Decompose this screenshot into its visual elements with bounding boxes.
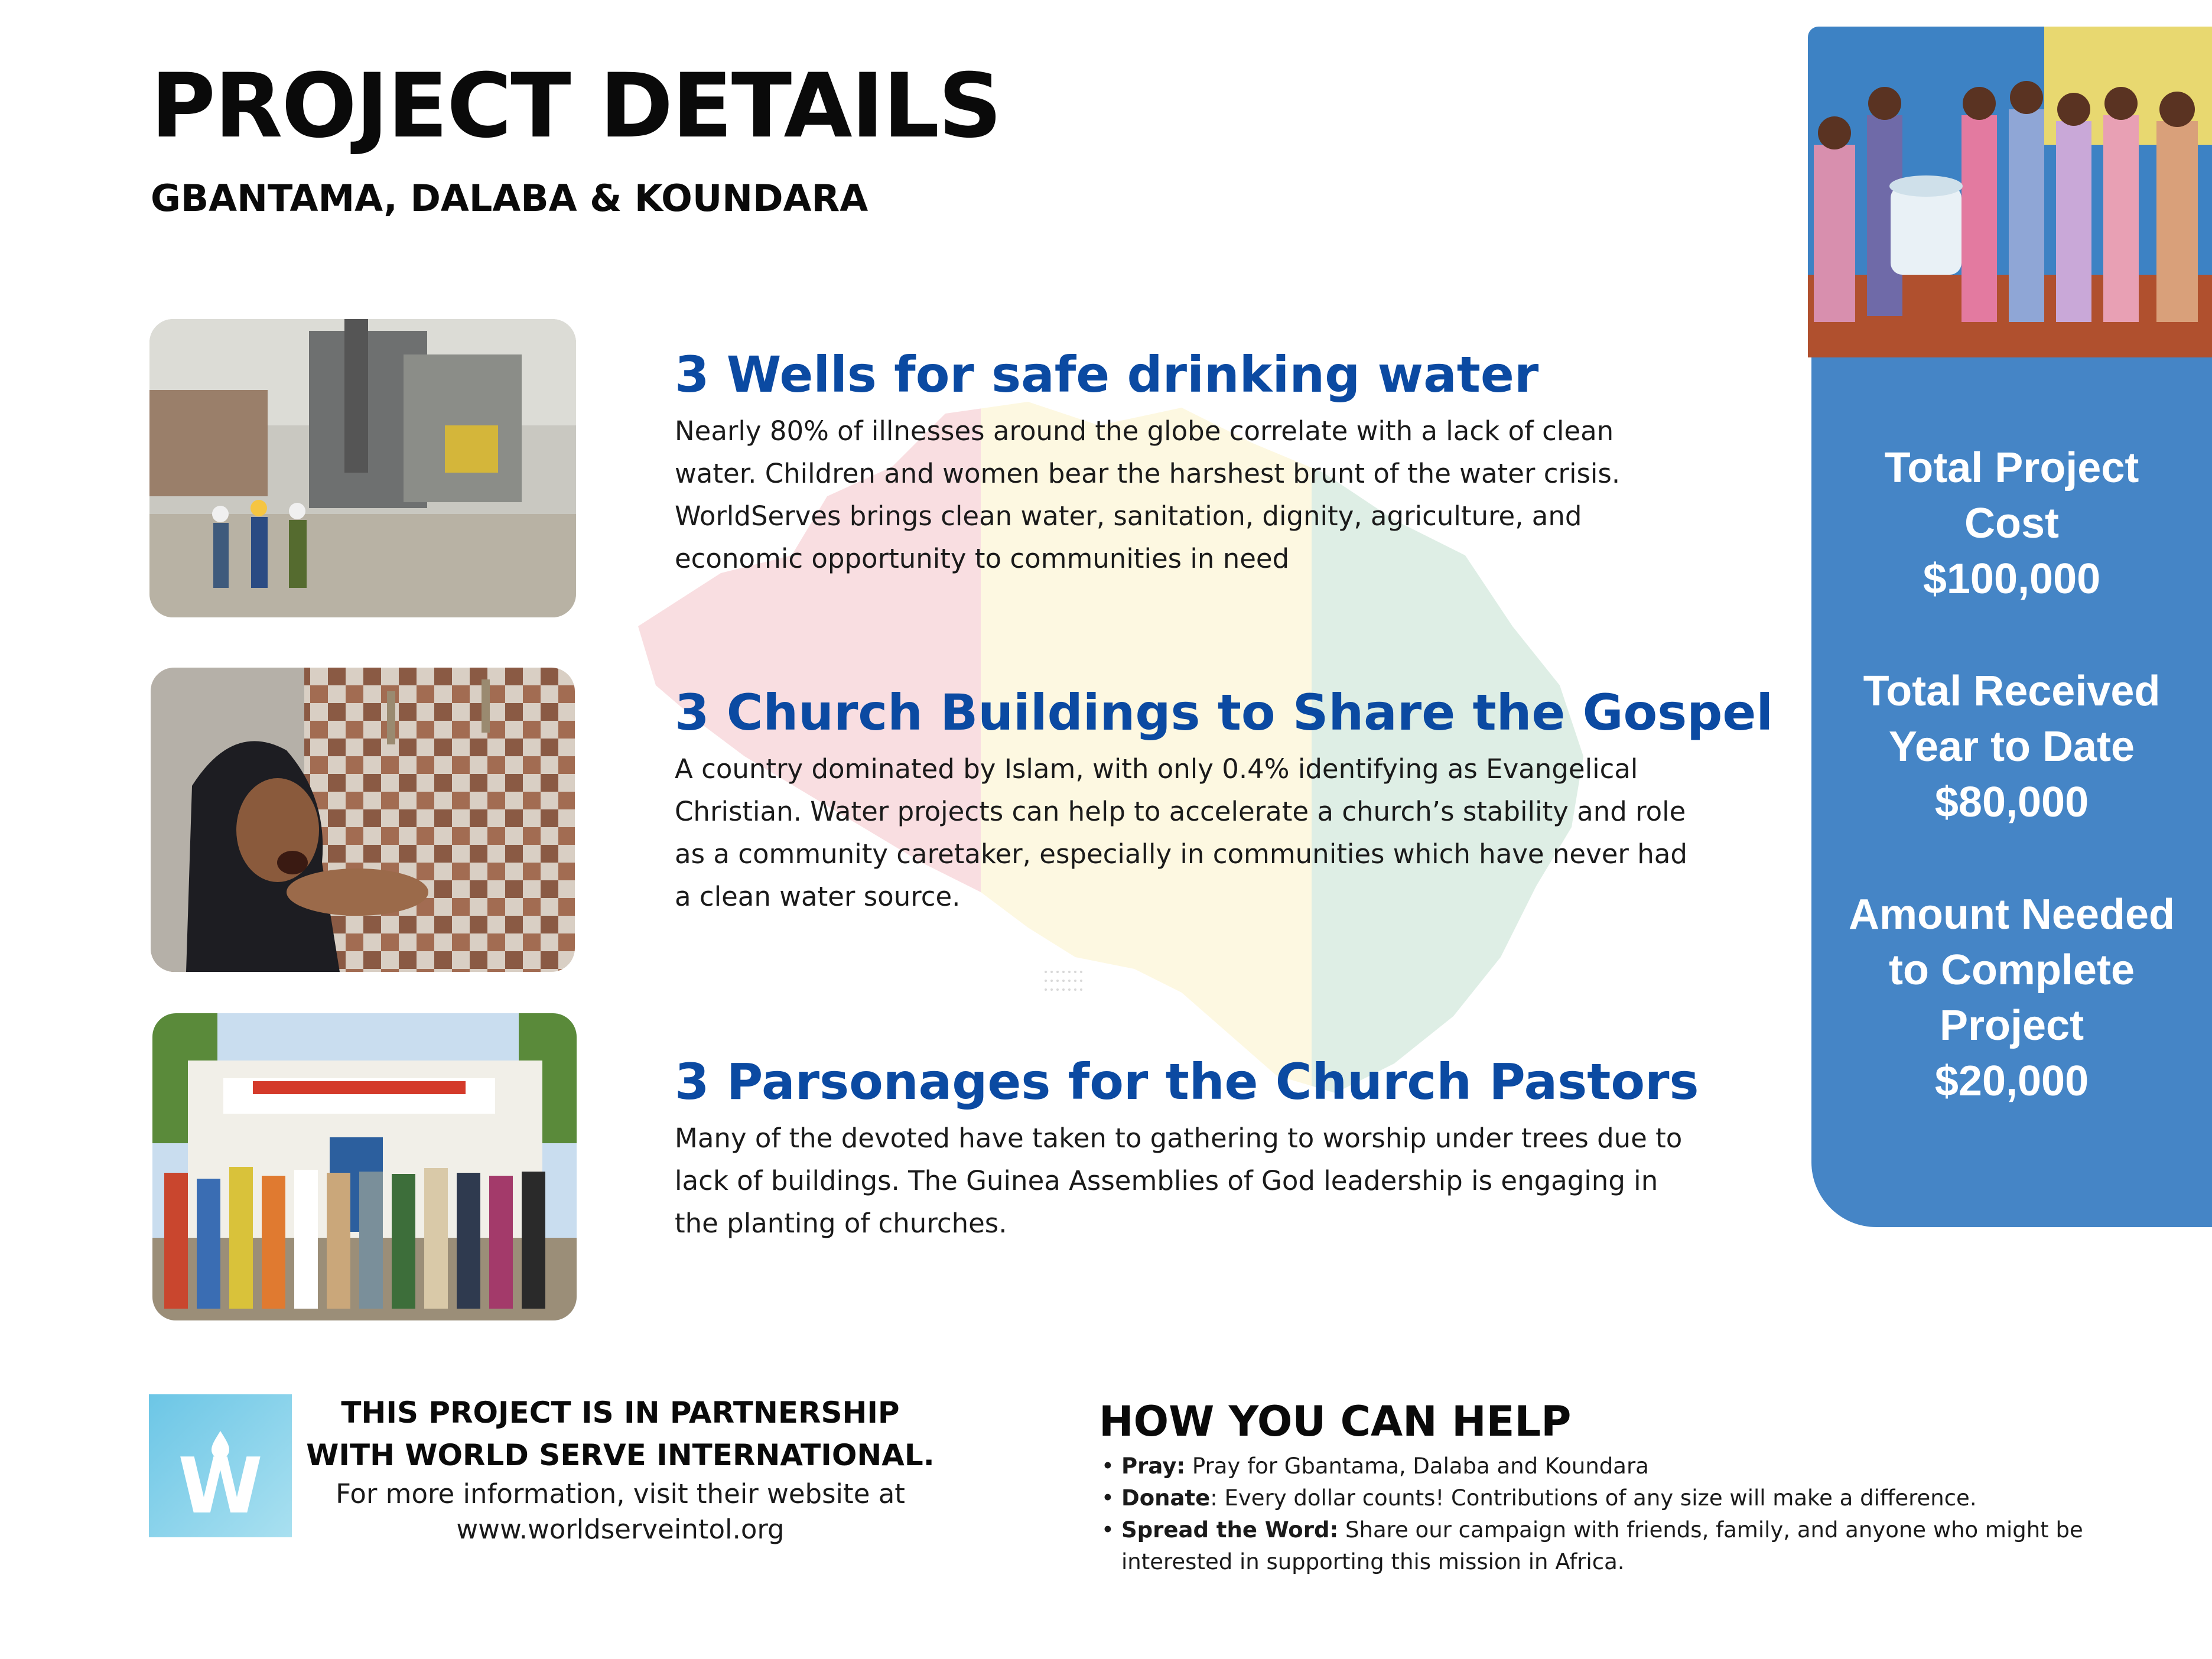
- stat-amount: $80,000: [1934, 779, 2089, 826]
- help-item-text: : Every dollar counts! Contributions of any size will make a difference.: [1210, 1485, 1977, 1511]
- help-item-label: Donate: [1121, 1485, 1211, 1511]
- help-item-pray: [1099, 1450, 2103, 1482]
- help-item-text: Share our campaign with friends, family, and anyone who might be interested in supporting this mission in Africa.: [1121, 1517, 2083, 1575]
- stat-label-line: Amount Needed: [1848, 891, 2175, 938]
- help-item-donate: [1099, 1482, 2103, 1514]
- help-item-text: Pray for Gbantama, Dalaba and Koundara: [1185, 1453, 1649, 1479]
- woman-drinking-photo: [151, 668, 575, 972]
- section-parsonages: [675, 1055, 1703, 1245]
- partner-website-link[interactable]: www.worldserveintol.org: [456, 1514, 785, 1545]
- well-drilling-photo: [149, 319, 576, 617]
- partnership-block: [301, 1391, 939, 1547]
- section-title: 3 Wells for safe drinking water: [675, 346, 1539, 404]
- total-project-cost: [1811, 440, 2212, 607]
- section-body: A country dominated by Islam, with only 0.4% identifying as Evangelical Christian. Water projects can help to accelerate a church’s stability and role as a community caretaker, especially in communities which have never had a clean water source.: [675, 753, 1687, 913]
- stat-label-line: Total Received: [1863, 668, 2161, 715]
- stat-label-line: Project: [1939, 1002, 2084, 1049]
- total-received: [1811, 663, 2212, 830]
- section-title: 3 Parsonages for the Church Pastors: [675, 1053, 1699, 1111]
- children-water-station-photo: [1808, 27, 2212, 357]
- stat-amount: $100,000: [1923, 555, 2101, 603]
- page-title: PROJECT DETAILS: [151, 55, 1001, 158]
- logo-letter: W: [178, 1441, 263, 1531]
- stat-label-line: to Complete: [1888, 946, 2135, 994]
- stat-amount: $20,000: [1934, 1058, 2089, 1105]
- section-church-buildings: [675, 685, 1773, 918]
- church-group-photo: [152, 1013, 577, 1320]
- section-body: Many of the devoted have taken to gathering to worship under trees due to lack of buildings. The Guinea Assemblies of God leadership is engaging in the planting of churches.: [675, 1123, 1683, 1240]
- stat-label-line: Total Project: [1884, 444, 2139, 492]
- stat-label-line: Cost: [1964, 500, 2059, 547]
- partnership-info: For more information, visit their website at: [336, 1478, 905, 1510]
- help-title: HOW YOU CAN HELP: [1099, 1397, 1572, 1446]
- section-title: 3 Church Buildings to Share the Gospel: [675, 684, 1774, 741]
- partnership-heading-line: THIS PROJECT IS IN PARTNERSHIP: [341, 1395, 900, 1430]
- section-body: Nearly 80% of illnesses around the globe correlate with a lack of clean water. Children and women bear the harshest brunt of the water crisis. WorldServes brings clean water, sanitation, dignity, agriculture, and economic opportunity to communities in need: [675, 415, 1621, 575]
- project-cost-panel: [1811, 357, 2212, 1227]
- help-item-label: Spread the Word:: [1121, 1517, 1339, 1543]
- partnership-heading-line: WITH WORLD SERVE INTERNATIONAL.: [306, 1438, 935, 1472]
- help-item-label: Pray:: [1121, 1453, 1186, 1479]
- decorative-dots: [1043, 969, 1084, 993]
- section-wells: [675, 347, 1703, 580]
- help-list: [1099, 1450, 2103, 1578]
- page-subtitle: GBANTAMA, DALABA & KOUNDARA: [151, 177, 868, 220]
- help-item-spread: [1099, 1514, 2103, 1578]
- stat-label-line: Year to Date: [1888, 723, 2135, 770]
- amount-needed: [1811, 887, 2212, 1109]
- world-serve-logo-icon: [149, 1394, 292, 1537]
